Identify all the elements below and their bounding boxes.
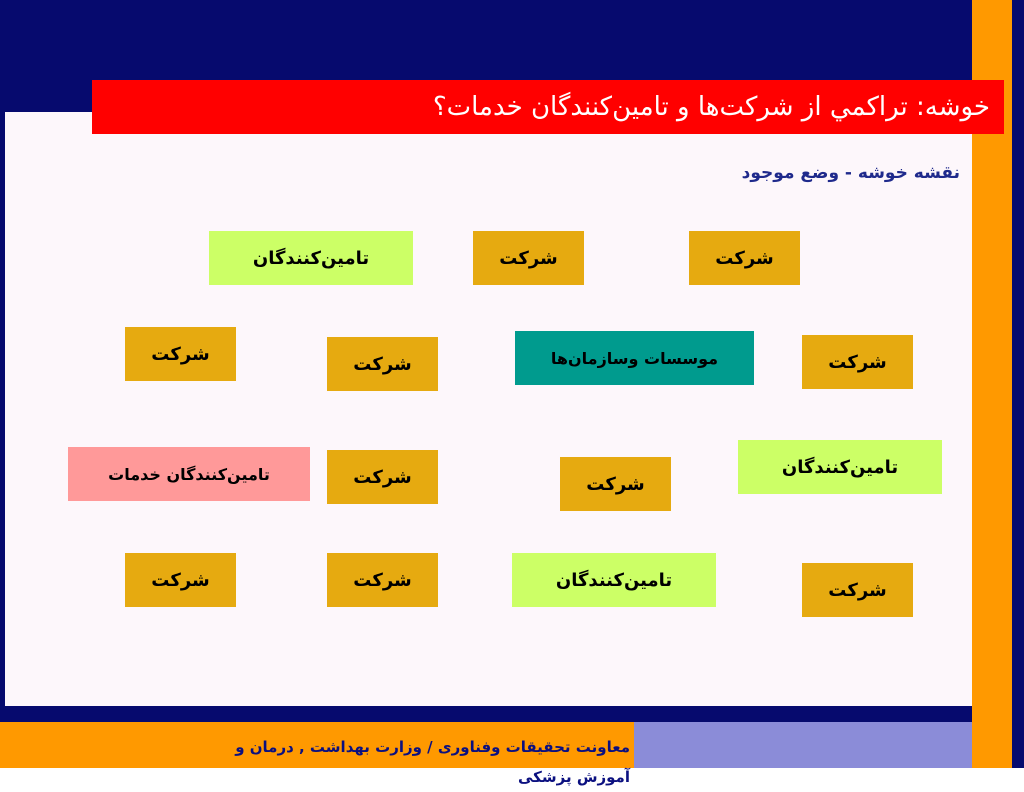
company-box: شرکت xyxy=(802,335,913,389)
bottom-navy-bar xyxy=(0,706,972,722)
footer-text: معاونت تحقیقات وفناوری / وزارت بهداشت , درمان و آموزش پزشکی xyxy=(235,738,630,786)
company-box: شرکت xyxy=(125,553,236,607)
supplier-box: تامین‌کنندگان xyxy=(512,553,716,607)
supplier-box: تامین‌کنندگان xyxy=(209,231,413,285)
supplier-box: تامین‌کنندگان xyxy=(738,440,942,494)
company-box: شرکت xyxy=(125,327,236,381)
footer-lavender-band xyxy=(634,722,972,768)
slide-title: خوشه: تراکمي از شرکت‌ها و تامین‌کنندگان خدمات؟ xyxy=(432,92,990,122)
company-box: شرکت xyxy=(560,457,671,511)
institutions-box: موسسات وسازمان‌ها xyxy=(515,331,754,385)
company-box: شرکت xyxy=(327,337,438,391)
service-supplier-box: تامین‌کنندگان خدمات xyxy=(68,447,310,501)
title-bar xyxy=(92,80,1004,134)
company-box: شرکت xyxy=(327,553,438,607)
company-box: شرکت xyxy=(802,563,913,617)
right-navy-strip xyxy=(1012,0,1024,768)
company-box: شرکت xyxy=(327,450,438,504)
company-box: شرکت xyxy=(473,231,584,285)
company-box: شرکت xyxy=(689,231,800,285)
slide-subtitle: نقشه خوشه - وضع موجود xyxy=(741,163,960,183)
